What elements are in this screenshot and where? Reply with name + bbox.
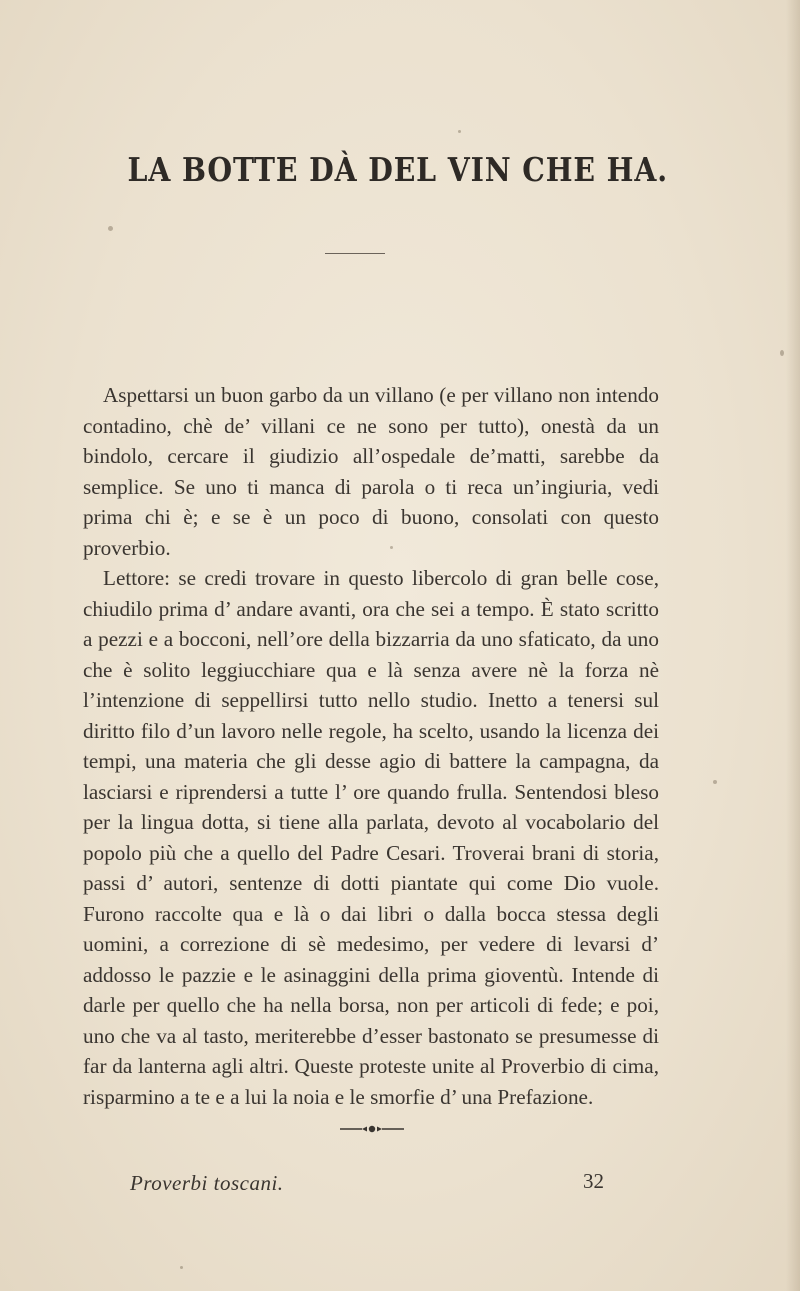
page-edge-shadow xyxy=(786,0,800,1291)
paper-speck xyxy=(458,130,461,133)
signature-mark: 32 xyxy=(583,1169,604,1193)
end-ornament xyxy=(340,1124,404,1134)
signature-line: Proverbi toscani. xyxy=(130,1171,284,1195)
chapter-title: LA BOTTE DÀ DEL VIN CHE HA. xyxy=(127,150,668,189)
body-text xyxy=(83,380,659,1112)
paragraph-2: Lettore: se credi trovare in questo libercolo di gran belle cose, chiudilo prima d’ andare avanti, ora che sei a tempo. È stato scritto a pezzi e a bocconi, nell’ore della bizzarria da uno sfaticato, da uno che è solito leggiucchiare qua e là senza avere nè la forza nè l’intenzione di seppellirsi tutto nello studio. Inetto a tenersi sul diritto filo d’un lavoro nelle regole, ha scelto, usando la licenza dei tempi, una materia che gli desse agio di battere la campagna, da lasciarsi e riprendersi a tutte l’ ore quando frulla. Sentendosi bleso per la lingua dotta, si tiene alla parlata, devoto al vocabolario del popolo più che a quello del Padre Cesari. Troverai brani di storia, passi d’ autori, sentenze di dotti piantate qui come Dio vuole. Furono raccolte qua e là o dai libri o dalla bocca stessa degli uomini, a correzione di sè medesimo, per vedere di levarsi d’ addosso le pazzie e le asinaggini della prima gioventù. Intende di darle per quello che ha nella borsa, non per articoli di fede; e poi, uno che va al tasto, meriterebbe d’esser bastonato se presumesse di far da lanterna agli altri. Queste proteste unite al Proverbio di cima, risparmino a te e a lui la noia e le smorfie d’ una Prefazione. xyxy=(83,566,659,1109)
paper-speck xyxy=(390,546,393,549)
paper-speck xyxy=(180,1266,183,1269)
paper-speck xyxy=(780,350,784,356)
paper-speck xyxy=(713,780,717,784)
paper-speck xyxy=(108,226,113,231)
title-rule xyxy=(325,253,385,254)
paragraph-1: Aspettarsi un buon garbo da un villano (e per villano non intendo contadino, chè de’ villani ce ne sono per tutto), onestà da un bindolo, cercare il giudizio all’ospedale de’matti, sarebbe da semplice. Se uno ti manca di parola o ti reca un’ingiuria, vedi prima chi è; e se è un poco di buono, consolati con questo proverbio. xyxy=(83,383,659,560)
